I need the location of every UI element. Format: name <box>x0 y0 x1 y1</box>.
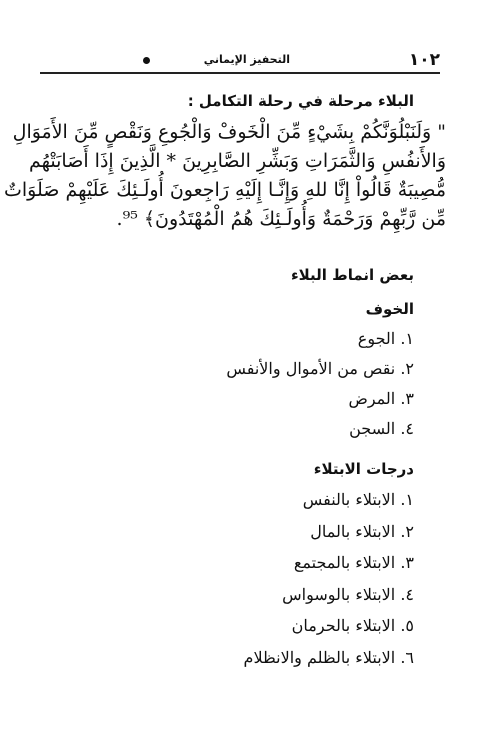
list-item: ٥. الابتلاء بالحرمان <box>291 616 414 635</box>
page-header <box>40 50 440 74</box>
types-heading: بعض انماط البلاء <box>290 266 414 284</box>
verse-line: " وَلَنَبْلُوَنَّكُمْ بِشَيْءٍ مِّنَ الْخَوفْ وَالْجُوعِ وَنَقْصٍ مِّنَ الأَمَوَالِ <box>12 121 446 143</box>
section-heading: البلاء مرحلة في رحلة التكامل : <box>187 92 414 110</box>
degrees-heading: درجات الابتلاء <box>313 460 414 478</box>
list-item: ٣. المرض <box>348 389 414 408</box>
degrees-list <box>244 484 414 673</box>
verse-line: مُّصِيبَةٌ قَالُواْ إِنَّا للهِ وَإِنَّـا إِلَيْهِ رَاجِعونَ أُولَـئِكَ عَلَيْهِمْ صَلَوَاتٌ <box>4 179 446 201</box>
running-title: التحفيز الإيماني <box>203 53 290 66</box>
fear-heading: الخوف <box>365 300 414 318</box>
list-item: ٦. الابتلاء بالظلم والانظلام <box>243 647 414 667</box>
fear-list <box>226 324 414 444</box>
verse-line: وَالأَنفُسِ وَالثَّمَرَاتِ وَبَشِّرِ الصَّابِرِينَ * الَّذِينَ إِذَا أَصَابَتْهُم <box>29 150 446 172</box>
list-item: ١. الابتلاء بالنفس <box>302 490 414 509</box>
verse-line: مِّن رَّبِّهِمْ وَرَحْمَةٌ وَأُولَـئِكَ هُمُ الْمُهْتَدُونَ﴾ ⁹⁵. <box>116 208 446 230</box>
list-item: ٤. السجن <box>349 419 414 438</box>
page-number: ١٠٢ <box>408 50 440 70</box>
header-dot <box>143 57 150 64</box>
list-item: ٢. نقص من الأموال والأنفس <box>226 359 414 378</box>
list-item: ٢. الابتلاء بالمال <box>310 521 414 541</box>
quran-verse <box>4 118 446 234</box>
list-item: ١. الجوع <box>357 329 414 348</box>
list-item: ٤. الابتلاء بالوسواس <box>282 584 414 604</box>
list-item: ٣. الابتلاء بالمجتمع <box>293 553 414 572</box>
